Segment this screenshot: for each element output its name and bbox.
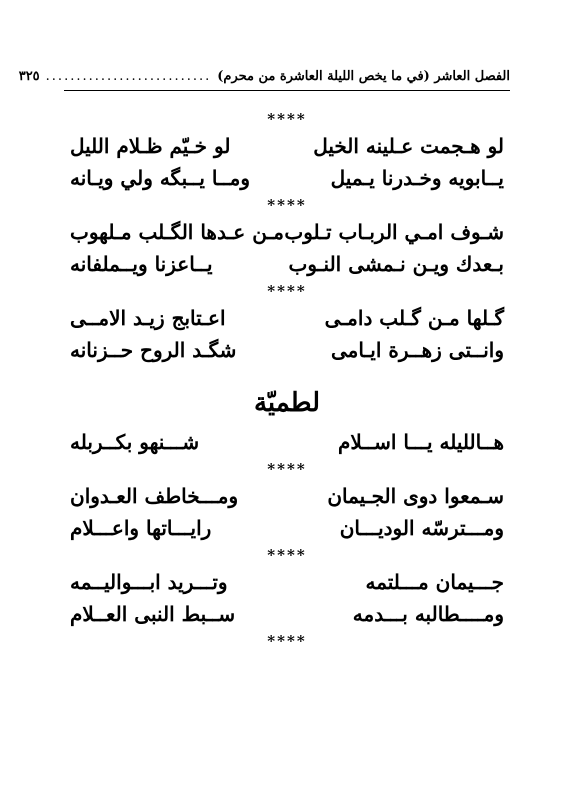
verse-line [70,216,504,248]
verse-hemistich-left: وتـــريد ابـــواليــمه [70,570,228,594]
verse-hemistich-right: شـوف امـي الربـاب تـلوب [284,220,504,244]
verse-hemistich-left: اعـتابج زيـد الامــى [70,306,226,330]
verse-hemistich-left: مـن عـدها الگـلب مـلهوب [70,220,285,244]
verse-hemistich-right: ومـــترسّه الوديـــان [339,516,504,540]
verse-hemistich-left: شگـد الروح حــزنانه [70,338,237,362]
verse-hemistich-right: جـــيمان مـــلتمه [365,570,504,594]
verse-hemistich-right: ومــــطالبه بـــدمه [352,602,504,626]
verse-hemistich-left: رايـــاتها واعـــلام [70,516,212,540]
verse-hemistich-left: شـــنهو بكــربله [70,430,200,454]
verse-hemistich-left: يــاعزنا ويــملفانه [70,252,213,276]
verse-line [70,162,504,194]
verse-hemistich-right: يــابويه وخـدرنا يـميل [330,166,504,190]
stanza-divider: **** [267,632,307,650]
stanza-divider: **** [267,460,307,478]
stanza-divider: **** [267,546,307,564]
verse-line [70,302,504,334]
verse-hemistich-right: گـلها مـن گـلب دامـى [324,306,504,330]
verse-line [70,598,504,630]
verse-hemistich-left: ســبط النبى العــلام [70,602,236,626]
verse-hemistich-right: بـعدك ويـن نـمشى النـوب [288,252,504,276]
verse-hemistich-left: لو خـيّم ظـلام الليل [70,134,231,158]
chorus-line [70,426,504,458]
verse-line [70,130,504,162]
poem-body [70,108,504,652]
verse-line [70,334,504,366]
section-title: لطميّة [253,388,321,418]
verse-hemistich-right: هــالليله يـــا اســلام [338,430,504,454]
verse-hemistich-left: ومــا يــبگه ولي ويـانه [70,166,251,190]
stanza-divider: **** [267,110,307,128]
verse-hemistich-right: لو هـجمت عـلينه الخيل [313,134,504,158]
header-rule [64,90,510,91]
stanza-divider: **** [267,196,307,214]
verse-hemistich-right: وانــتى زهــرة ايـامى [330,338,504,362]
verse-line [70,566,504,598]
verse-hemistich-left: ومـــخاطف العـدوان [70,484,239,508]
page-number: ٣٢٥ [18,69,40,84]
header-leader-dots: ........................... [45,69,212,84]
verse-line [70,248,504,280]
verse-line [70,512,504,544]
verse-hemistich-right: سـمعوا دوى الجـيمان [327,484,504,508]
running-header [18,62,510,84]
chapter-title: الفصل العاشر (في ما يخص الليلة العاشرة من محرم) [217,69,510,84]
stanza-divider: **** [267,282,307,300]
verse-line [70,480,504,512]
